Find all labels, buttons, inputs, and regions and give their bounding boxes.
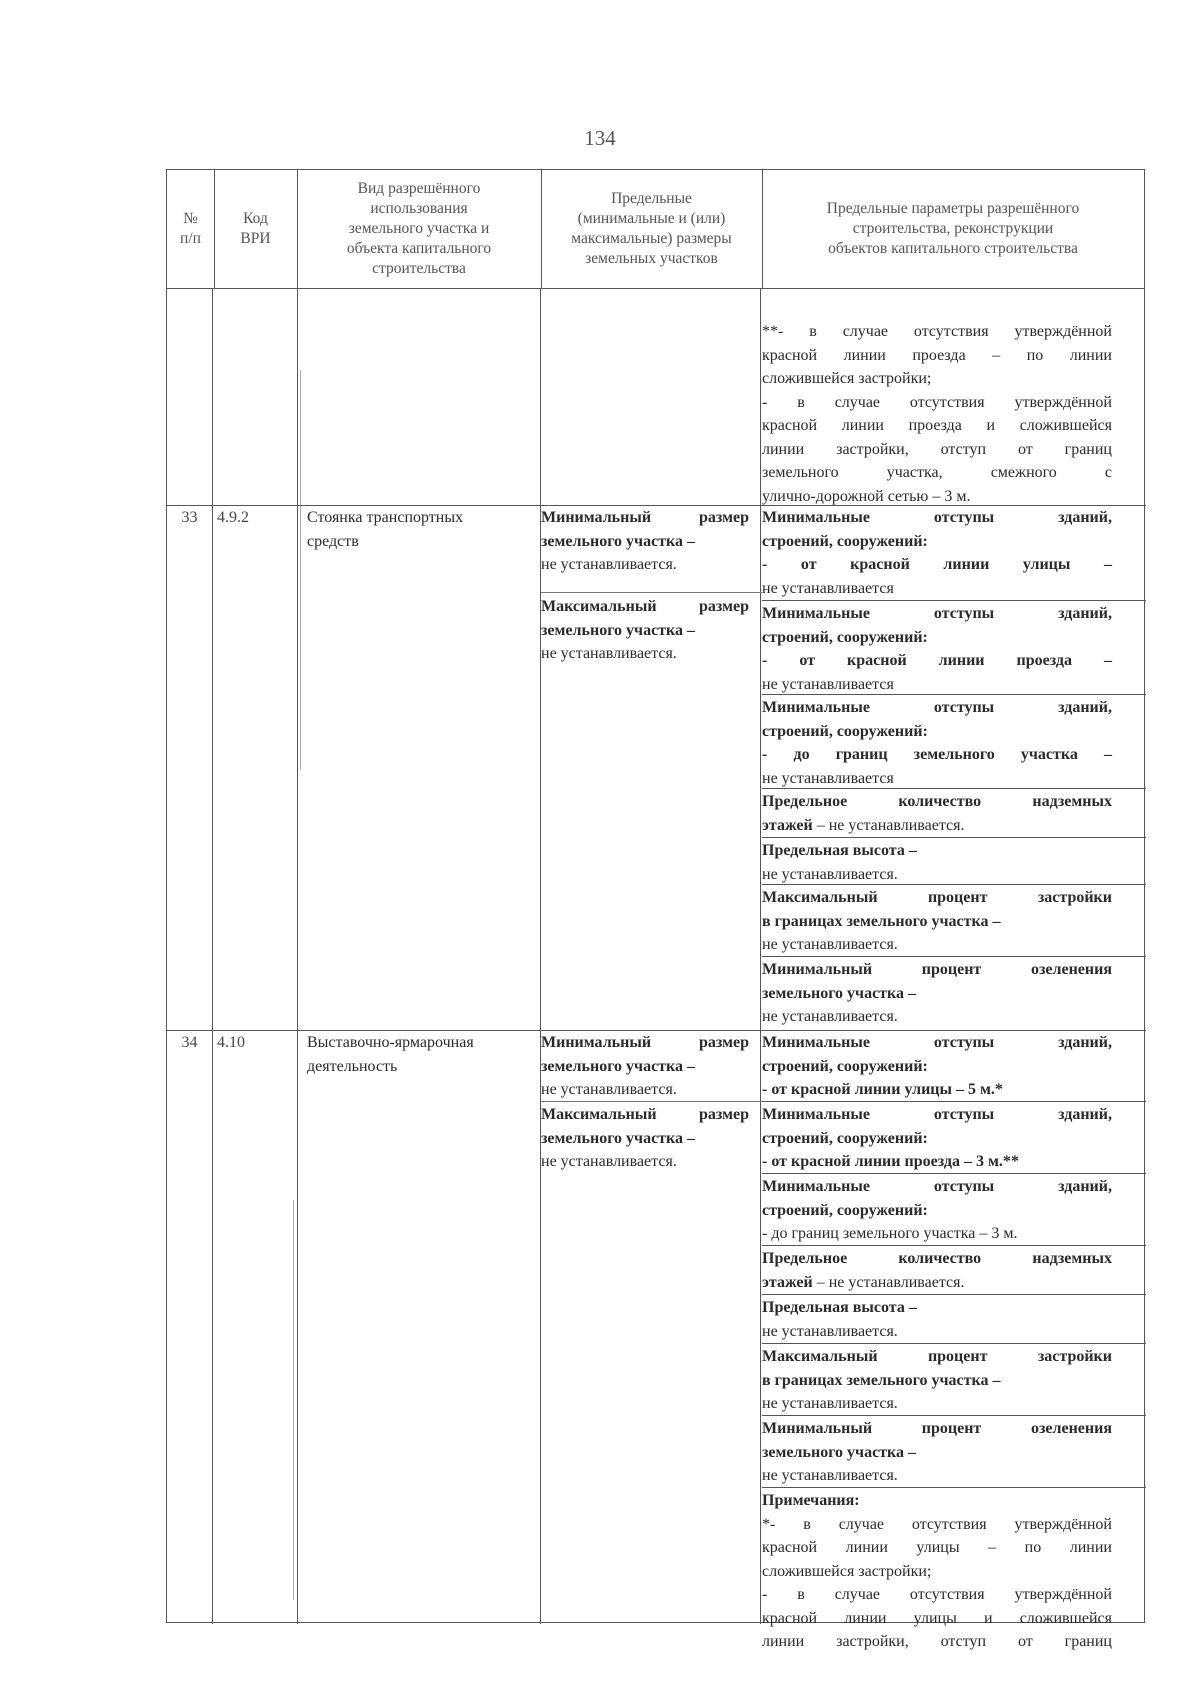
row-33-param-7 xyxy=(762,958,1112,1029)
param-value: не устанавливается. xyxy=(762,1467,898,1484)
col-divider xyxy=(297,170,298,289)
max-size-value: не устанавливается. xyxy=(541,645,677,662)
param-value: – не устанавливается. xyxy=(812,816,965,834)
cell-divider xyxy=(541,1101,762,1102)
param-title-2: этажей xyxy=(762,816,813,834)
col-divider xyxy=(212,289,213,1624)
cell-divider xyxy=(541,592,762,593)
param-title-2: в границах земельного участка – xyxy=(762,912,1001,930)
param-detail: - от красной линии улицы – xyxy=(762,556,1112,573)
col-divider xyxy=(297,289,298,1624)
param-title: Минимальные отступы зданий, xyxy=(762,699,1112,716)
param-title-2: в границах земельного участка – xyxy=(762,1371,1001,1389)
header-number: № п/п xyxy=(180,210,201,247)
cell-divider xyxy=(762,837,1146,838)
param-value: не устанавливается. xyxy=(762,1322,898,1340)
param-title: Минимальный процент озеленения xyxy=(762,1420,1112,1437)
note-line: сложившейся застройки; xyxy=(762,1562,932,1580)
cell-divider xyxy=(762,694,1146,695)
min-size-value: не устанавливается. xyxy=(541,1081,677,1098)
row-34-notes xyxy=(762,1489,1112,1654)
note-line: - в случае отсутствия утверждённой xyxy=(762,393,1112,411)
note-line: линии застройки, отступ от границ xyxy=(762,1633,1112,1650)
param-title-2: строений, сооружений: xyxy=(762,1129,928,1147)
row-34-min-size xyxy=(541,1031,749,1102)
param-title-2: строений, сооружений: xyxy=(762,532,928,550)
max-size-label-2: земельного участка – xyxy=(541,621,696,639)
param-value: - от красной линии улицы – 5 м.* xyxy=(762,1081,1003,1098)
note-line: сложившейся застройки; xyxy=(762,370,932,387)
param-title: Минимальные отступы зданий, xyxy=(762,1178,1112,1195)
min-size-label: Минимальный размер xyxy=(541,1034,749,1051)
cell-divider xyxy=(762,788,1146,789)
param-title-2: земельного участка – xyxy=(762,1443,917,1461)
param-detail: - от красной линии проезда – xyxy=(762,652,1112,669)
row-34-param-7 xyxy=(762,1417,1112,1488)
cell-divider xyxy=(762,1101,1146,1102)
param-title: Предельное количество надземных xyxy=(762,1250,1112,1267)
cell-divider xyxy=(762,1245,1146,1246)
row-33-param-6 xyxy=(762,886,1112,957)
param-title: Предельная высота – xyxy=(762,842,917,859)
row-33-param-3 xyxy=(762,696,1112,790)
header-build-params: Предельные параметры разрешённого строительства, реконструкции объектов капитального строительства xyxy=(826,200,1080,257)
param-title: Минимальный процент озеленения xyxy=(762,961,1112,978)
min-size-label-2: земельного участка – xyxy=(541,532,696,550)
row-33-param-2 xyxy=(762,602,1112,696)
note-line: красной линии проезда – по линии xyxy=(762,346,1112,364)
row-33-use-type-line: средств xyxy=(307,532,359,550)
param-value: не устанавливается xyxy=(762,675,894,693)
param-title-2: строений, сооружений: xyxy=(762,628,928,646)
note-line: - в случае отсутствия утверждённой xyxy=(762,1586,1112,1603)
cell-divider xyxy=(762,1294,1146,1295)
param-value: не устанавливается. xyxy=(762,936,898,953)
row-34-param-6 xyxy=(762,1345,1112,1416)
table-header xyxy=(167,170,1144,289)
row-34-param-5 xyxy=(762,1296,1112,1343)
note-line: линии застройки, отступ от границ xyxy=(762,440,1112,458)
param-value: – не устанавливается. xyxy=(812,1273,965,1291)
param-title: Максимальный процент застройки xyxy=(762,889,1112,906)
continuation-notes xyxy=(762,320,1112,508)
min-size-label: Минимальный размер xyxy=(541,509,749,526)
param-title: Максимальный процент застройки xyxy=(762,1348,1112,1365)
param-value: не устанавливается. xyxy=(762,1395,898,1412)
row-33-param-1 xyxy=(762,506,1112,600)
max-size-value: не устанавливается. xyxy=(541,1153,677,1170)
row-33-param-5 xyxy=(762,839,1112,886)
row-33-use-type-line: Стоянка транспортных xyxy=(307,509,464,526)
param-title-2: строений, сооружений: xyxy=(762,1201,928,1219)
max-size-label: Максимальный размер xyxy=(541,598,749,615)
row-34-param-4 xyxy=(762,1247,1112,1294)
min-size-label-2: земельного участка – xyxy=(541,1057,696,1075)
col-divider xyxy=(760,289,761,1624)
row-34-number: 34 xyxy=(181,1034,198,1051)
header-use-type: Вид разрешённого использования земельного участка и объекта капитального строительства xyxy=(346,180,492,277)
row-33-number: 33 xyxy=(181,509,198,526)
param-detail: - до границ земельного участка – xyxy=(762,746,1112,763)
cell-divider xyxy=(762,1343,1146,1344)
cell-divider xyxy=(762,1173,1146,1174)
row-33-max-size xyxy=(541,595,749,666)
param-title-2: строений, сооружений: xyxy=(762,1057,928,1075)
row-34-use-type-line: Выставочно-ярмарочная xyxy=(307,1034,474,1051)
note-line: красной линии улицы и сложившейся xyxy=(762,1609,1112,1627)
param-value: не устанавливается xyxy=(762,579,894,597)
param-value: - от красной линии проезда – 3 м.** xyxy=(762,1153,1019,1170)
row-34-param-1 xyxy=(762,1031,1112,1102)
note-line: *- в случае отсутствия утверждённой xyxy=(762,1515,1112,1533)
regulations-table xyxy=(166,169,1145,1650)
col-divider xyxy=(214,170,215,289)
param-value: - до границ земельного участка – 3 м. xyxy=(762,1225,1018,1242)
row-34-use-type xyxy=(307,1031,537,1078)
row-33-code: 4.9.2 xyxy=(217,509,249,526)
note-line: земельного участка, смежного с xyxy=(762,464,1112,481)
page-number: 134 xyxy=(584,126,616,150)
cell-divider xyxy=(762,1487,1146,1488)
param-value: не устанавливается. xyxy=(762,865,898,883)
note-line: улично-дорожной сетью – 3 м. xyxy=(762,487,971,505)
note-line: красной линии улицы – по линии xyxy=(762,1539,1112,1556)
row-34-param-2 xyxy=(762,1103,1112,1174)
note-line: **- в случае отсутствия утверждённой xyxy=(762,323,1112,340)
param-title: Минимальные отступы зданий, xyxy=(762,509,1112,526)
param-title: Минимальные отступы зданий, xyxy=(762,1106,1112,1123)
row-34-use-type-line: деятельность xyxy=(307,1057,398,1075)
row-34-param-3 xyxy=(762,1175,1112,1246)
cell-divider xyxy=(762,1415,1146,1416)
param-title-2: земельного участка – xyxy=(762,984,917,1002)
param-title: Предельное количество надземных xyxy=(762,793,1112,810)
row-34-code: 4.10 xyxy=(217,1034,245,1051)
min-size-value: не устанавливается. xyxy=(541,556,677,573)
col-divider xyxy=(541,170,542,289)
max-size-label-2: земельного участка – xyxy=(541,1129,696,1147)
param-title-2: строений, сооружений: xyxy=(762,722,928,740)
row-33-param-4 xyxy=(762,790,1112,837)
cell-divider xyxy=(762,600,1146,601)
param-value: не устанавливается xyxy=(762,769,894,787)
col-divider xyxy=(762,170,763,289)
col-divider xyxy=(540,289,541,1624)
header-code: Код ВРИ xyxy=(240,210,271,247)
cell-divider xyxy=(762,956,1146,957)
param-value: не устанавливается. xyxy=(762,1008,898,1025)
notes-title: Примечания: xyxy=(762,1492,860,1509)
cell-divider xyxy=(762,884,1146,885)
scan-artifact-line xyxy=(293,1200,294,1600)
scan-artifact-line xyxy=(300,370,301,770)
param-title: Предельная высота – xyxy=(762,1299,917,1316)
row-34-max-size xyxy=(541,1103,749,1174)
note-line: красной линии проезда и сложившейся xyxy=(762,417,1112,434)
param-title-2: этажей xyxy=(762,1273,813,1291)
row-33-min-size xyxy=(541,506,749,577)
row-33-use-type xyxy=(307,506,537,553)
header-plot-sizes: Предельные (минимальные и (или) максимальные) размеры земельных участков xyxy=(571,190,732,267)
param-title: Минимальные отступы зданий, xyxy=(762,1034,1112,1051)
param-title: Минимальные отступы зданий, xyxy=(762,605,1112,622)
max-size-label: Максимальный размер xyxy=(541,1106,749,1123)
